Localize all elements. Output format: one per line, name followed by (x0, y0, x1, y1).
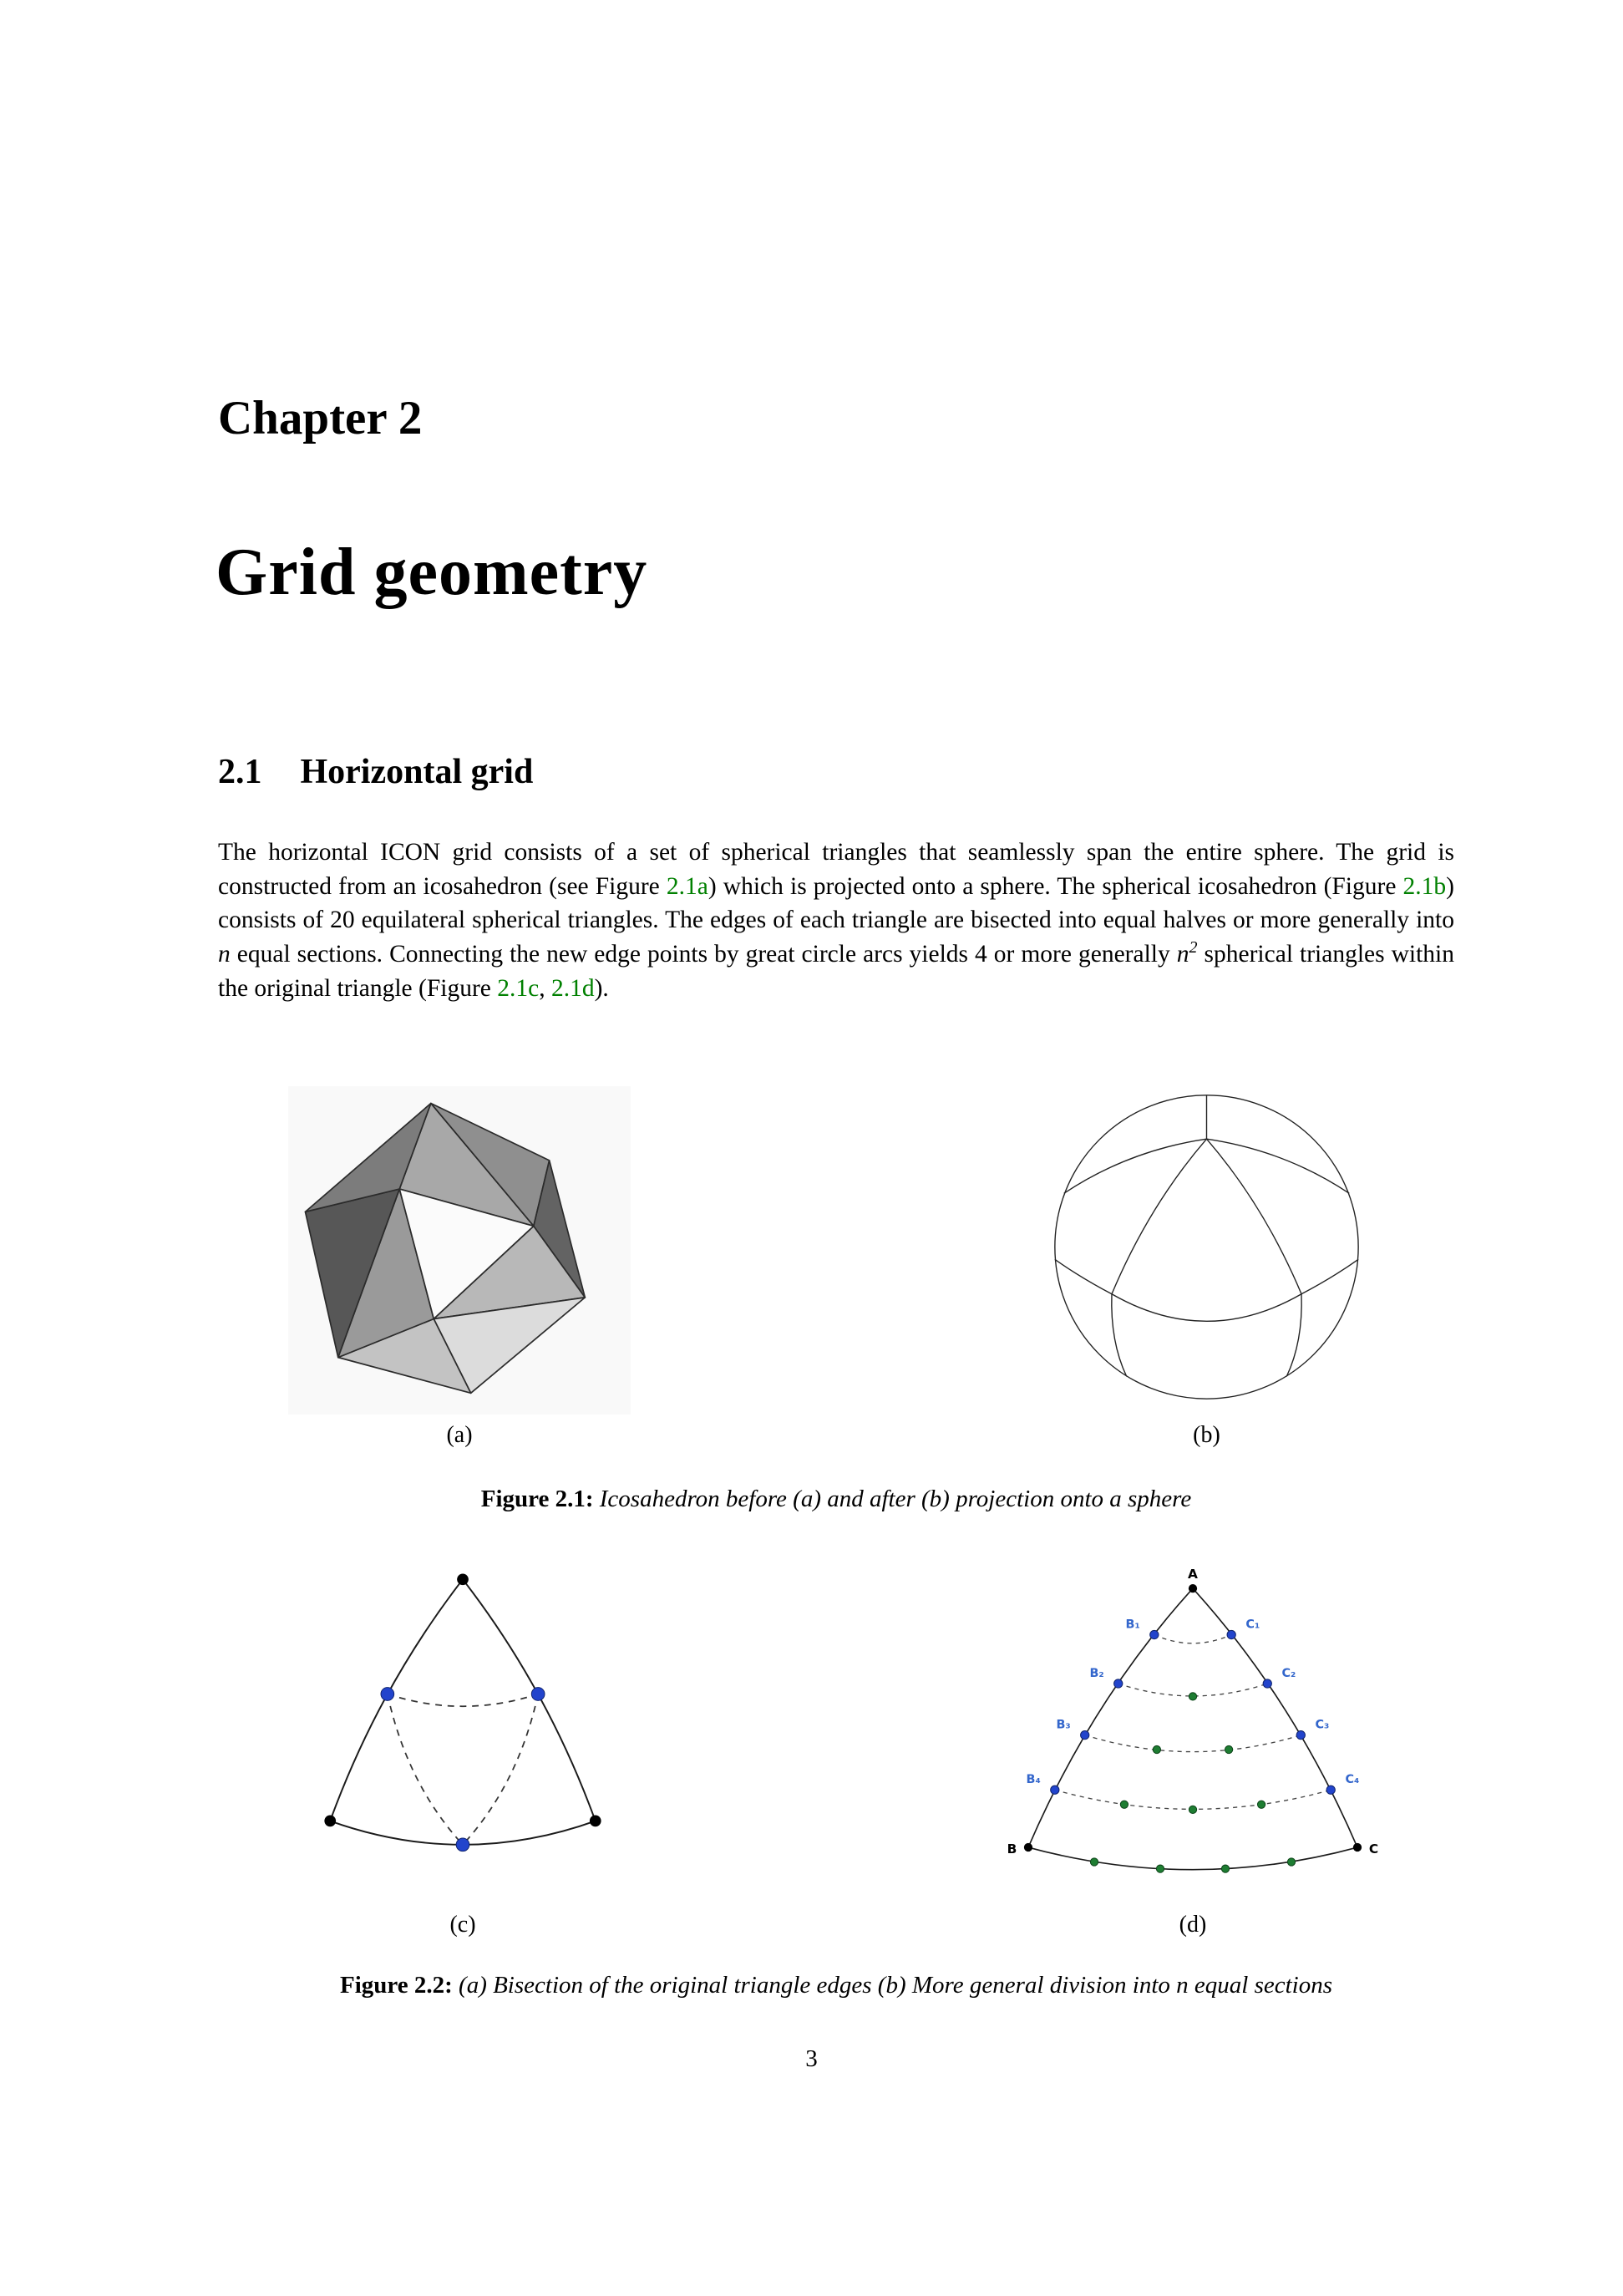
figure-link-2-1b[interactable]: 2.1b (1402, 872, 1447, 900)
interior-grid-dots (1090, 1693, 1295, 1872)
page-number: 3 (805, 2045, 818, 2072)
figure-c-bisected-triangle (291, 1551, 635, 1878)
vertex-dot (1353, 1843, 1362, 1852)
triangle-vertex-dots (324, 1573, 601, 1826)
figure-b-label: (b) (1193, 1422, 1220, 1448)
math-variable-n-squared (1176, 938, 1198, 968)
sphere-wireframe (1055, 1095, 1358, 1399)
vertex-dot (457, 1573, 469, 1585)
figure-b-spherical-icosahedron (1046, 1086, 1367, 1408)
midpoint-dot (381, 1688, 394, 1701)
figure-2-2-caption-label: Figure 2.2: (340, 1972, 453, 1999)
vertex-label-c: C (1368, 1841, 1379, 1857)
point-label-b2: B₂ (1089, 1666, 1104, 1680)
interior-dot (1153, 1745, 1160, 1753)
figure-2-1-caption-text (594, 1486, 600, 1512)
edge-division-dots (1051, 1630, 1336, 1794)
vertex-dot (1189, 1584, 1197, 1592)
point-label-c3: C₃ (1315, 1718, 1330, 1732)
edge-point-dot (1150, 1630, 1159, 1638)
point-label-c4: C₄ (1345, 1773, 1360, 1787)
figure-a-icosahedron (288, 1086, 631, 1415)
sphere-outline (1055, 1095, 1358, 1399)
point-label-b1: B₁ (1125, 1618, 1140, 1632)
vertex-label-b: B (1007, 1841, 1017, 1857)
paragraph-text: The horizontal ICON grid consists of a set of spherical triangles that seamlessly span the entire sphere. The grid is constructed from an icosahedron (see Figure (218, 839, 1454, 900)
bisection-dashed-arcs (388, 1694, 538, 1845)
figure-c-label: (c) (449, 1912, 476, 1938)
chapter-title: Grid geometry (216, 536, 648, 609)
figure-link-2-1c[interactable]: 2.1c (497, 974, 540, 1002)
figure-2-1-caption (218, 1486, 1454, 1513)
figure-link-2-1d[interactable]: 2.1d (550, 974, 595, 1002)
edge-point-dot (1227, 1630, 1235, 1638)
division-dashed-arcs (1055, 1635, 1331, 1810)
midpoint-dot (531, 1688, 545, 1701)
edge-point-dot (1114, 1679, 1123, 1688)
figure-a-label: (a) (446, 1422, 473, 1448)
interior-dot (1189, 1806, 1196, 1813)
midpoint-dot (456, 1838, 469, 1852)
triangle-edges (330, 1579, 596, 1845)
math-variable-n: n (218, 941, 231, 968)
vertex-label-a: A (1188, 1566, 1198, 1582)
edge-point-dot (1051, 1785, 1059, 1794)
figure-2-2-caption-text: (a) Bisection of the original triangle edges (b) More general division into n equal sections (459, 1972, 1332, 1999)
figure-d-label: (d) (1179, 1912, 1207, 1938)
interior-dot (1257, 1801, 1265, 1808)
body-paragraph (218, 836, 1454, 1006)
interior-dot (1221, 1865, 1229, 1872)
edge-point-dot (1326, 1785, 1335, 1794)
section-title: Horizontal grid (300, 753, 534, 791)
paragraph-text: ) which is projected onto a sphere. The spherical icosahedron (Figure (708, 872, 1403, 900)
edge-midpoint-dots (381, 1688, 545, 1852)
edge-point-dot (1263, 1679, 1271, 1688)
point-label-c2: C₂ (1281, 1666, 1296, 1680)
paragraph-text: ). (594, 974, 609, 1002)
section-heading (218, 752, 533, 792)
figure-link-2-1a[interactable]: 2.1a (666, 872, 708, 900)
interior-dot (1090, 1858, 1098, 1866)
figure-2-2-caption-text (453, 1972, 459, 1999)
point-label-c1: C₁ (1245, 1618, 1260, 1632)
edge-point-dot (1081, 1730, 1089, 1739)
figure-2-1-caption-label: Figure 2.1: (480, 1486, 594, 1512)
interior-dot (1156, 1865, 1164, 1872)
vertex-dot (590, 1816, 601, 1827)
figure-2-2-caption (218, 1972, 1454, 1999)
paragraph-text: spherical triangles within the original triangle (Figure (218, 941, 1454, 1002)
triangle-edges (1028, 1588, 1360, 1870)
paragraph-text: , (539, 974, 551, 1002)
math-exponent: 2 (1189, 938, 1198, 958)
paragraph-text: equal sections. Connecting the new edge points by great circle arcs yields 4 or more generally (230, 941, 1177, 968)
paragraph-text: ) consists of 20 equilateral spherical triangles. The edges of each triangle are bisected into equal halves or more generally into (218, 872, 1454, 934)
interior-dot (1120, 1801, 1128, 1808)
point-label-b4: B₄ (1026, 1773, 1041, 1787)
interior-dot (1287, 1858, 1295, 1866)
interior-dot (1225, 1745, 1232, 1753)
math-variable-n: n (1176, 941, 1189, 968)
section-number: 2.1 (218, 753, 262, 791)
figure-2-1-caption-text: Icosahedron before (a) and after (b) projection onto a sphere (599, 1486, 1192, 1512)
edge-point-dot (1296, 1730, 1305, 1739)
chapter-label: Chapter 2 (218, 392, 423, 444)
point-label-b3: B₃ (1056, 1718, 1071, 1732)
figure-d-nsection-triangle (996, 1556, 1390, 1907)
vertex-dot (324, 1816, 336, 1827)
interior-dot (1189, 1693, 1196, 1700)
vertex-dot (1024, 1843, 1032, 1852)
